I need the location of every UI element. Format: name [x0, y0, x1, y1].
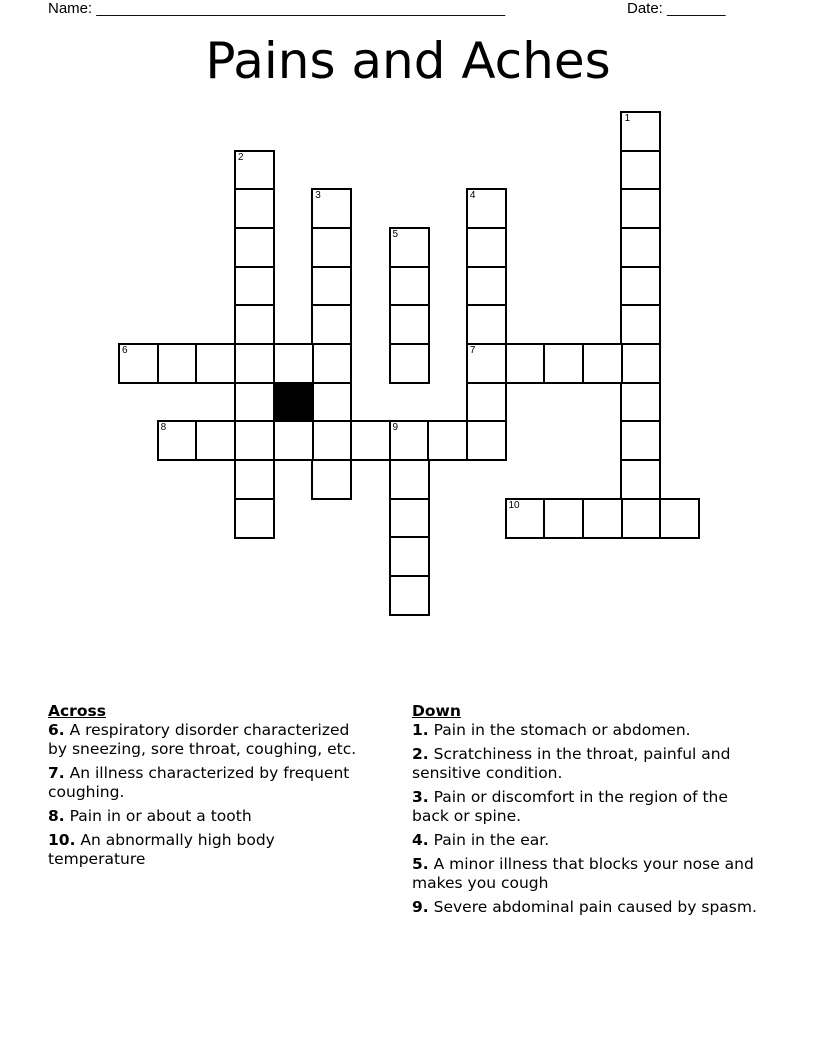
clue-num: 2.: [412, 745, 429, 763]
grid-cell[interactable]: [234, 266, 275, 307]
grid-cell[interactable]: [659, 498, 700, 539]
grid-cell[interactable]: [543, 498, 584, 539]
down-clue: [412, 721, 762, 740]
clue-text: Pain in the stomach or abdomen.: [428, 721, 691, 739]
clue-number: 5: [392, 228, 399, 240]
grid-cell[interactable]: [505, 498, 546, 539]
name-field-label: Name: _________________________________________________: [48, 0, 506, 17]
grid-cell[interactable]: [389, 459, 430, 500]
down-list: [412, 721, 762, 917]
grid-cell[interactable]: [466, 227, 507, 268]
grid-cell[interactable]: [466, 304, 507, 345]
clue-num: 10.: [48, 831, 76, 849]
grid-cell[interactable]: [195, 343, 236, 384]
clue-number: 8: [160, 422, 167, 434]
clue-text: An abnormally high body temperature: [48, 831, 275, 868]
down-heading: Down: [412, 702, 461, 720]
clue-text: A minor illness that blocks your nose and makes you cough: [412, 855, 754, 892]
grid-cell[interactable]: [466, 420, 507, 461]
clue-num: 1.: [412, 721, 429, 739]
date-field-label: Date: _______: [627, 0, 726, 17]
clue-number: 10: [508, 499, 520, 511]
grid-cell[interactable]: [273, 343, 314, 384]
grid-cell[interactable]: [234, 304, 275, 345]
grid-cell[interactable]: [311, 420, 352, 461]
grid-cell[interactable]: [389, 227, 430, 268]
grid-cell[interactable]: [234, 498, 275, 539]
grid-cell[interactable]: [118, 343, 159, 384]
grid-cell[interactable]: [620, 459, 661, 500]
across-clue: [48, 831, 368, 869]
grid-cell[interactable]: [543, 343, 584, 384]
grid-cell[interactable]: [466, 343, 507, 384]
grid-cell[interactable]: [234, 420, 275, 461]
down-clue: [412, 788, 762, 826]
clue-num: 8.: [48, 807, 65, 825]
down-clues: [412, 702, 762, 922]
grid-cell[interactable]: [620, 188, 661, 229]
grid-cell[interactable]: [157, 343, 198, 384]
clue-text: Pain or discomfort in the region of the back or spine.: [412, 788, 728, 825]
clue-num: 3.: [412, 788, 429, 806]
clue-number: 3: [315, 190, 321, 202]
clue-number: 2: [237, 151, 244, 163]
grid-cell[interactable]: [350, 420, 391, 461]
grid-cell[interactable]: [620, 227, 661, 268]
grid-cell[interactable]: [311, 188, 352, 229]
grid-cell[interactable]: [157, 420, 198, 461]
grid-cell[interactable]: [389, 536, 430, 577]
clue-text: Scratchiness in the throat, painful and sensitive condition.: [412, 745, 731, 782]
grid-cell[interactable]: [234, 343, 275, 384]
across-heading: Across: [48, 702, 106, 720]
clue-num: 9.: [412, 898, 429, 916]
grid-cell[interactable]: [620, 111, 661, 152]
grid-cell[interactable]: [389, 266, 430, 307]
grid-cell[interactable]: [389, 304, 430, 345]
grid-cell[interactable]: [389, 343, 430, 384]
clue-text: Pain in or about a tooth: [64, 807, 252, 825]
page-title: Pains and Aches: [205, 32, 611, 90]
grid-cell[interactable]: [311, 382, 352, 423]
grid-cell[interactable]: [582, 343, 623, 384]
clue-text: Pain in the ear.: [428, 831, 550, 849]
grid-cell[interactable]: [620, 498, 661, 539]
grid-cell[interactable]: [389, 498, 430, 539]
grid-cell[interactable]: [466, 266, 507, 307]
grid-cell[interactable]: [466, 188, 507, 229]
clue-text: An illness characterized by frequent coughing.: [48, 764, 350, 801]
grid-cell[interactable]: [620, 266, 661, 307]
grid-cell[interactable]: [234, 188, 275, 229]
clue-number: 7: [469, 344, 476, 356]
grid-cell[interactable]: [620, 150, 661, 191]
grid-cell[interactable]: [234, 382, 275, 423]
grid-cell[interactable]: [427, 420, 468, 461]
clue-number: 6: [122, 344, 128, 356]
down-clue: [412, 855, 762, 893]
grid-cell[interactable]: [234, 459, 275, 500]
clue-text: Severe abdominal pain caused by spasm.: [428, 898, 757, 916]
grid-cell[interactable]: [311, 459, 352, 500]
grid-cell[interactable]: [311, 343, 352, 384]
grid-cell[interactable]: [234, 150, 275, 191]
black-cell: [273, 382, 314, 423]
grid-cell[interactable]: [273, 420, 314, 461]
grid-cell[interactable]: [311, 266, 352, 307]
grid-cell[interactable]: [311, 304, 352, 345]
grid-cell[interactable]: [620, 420, 661, 461]
grid-cell[interactable]: [620, 382, 661, 423]
clue-num: 4.: [412, 831, 429, 849]
clue-number: 4: [469, 190, 476, 202]
down-clue: [412, 898, 762, 917]
across-clue: [48, 764, 368, 802]
clue-number: 9: [392, 422, 399, 434]
down-clue: [412, 831, 762, 850]
clue-text: A respiratory disorder characterized by sneezing, sore throat, coughing, etc.: [48, 721, 357, 758]
across-clue: [48, 721, 368, 759]
grid-cell[interactable]: [234, 227, 275, 268]
clue-num: 7.: [48, 764, 65, 782]
grid-cell[interactable]: [195, 420, 236, 461]
grid-cell[interactable]: [620, 304, 661, 345]
clue-number: 1: [624, 113, 630, 124]
grid-cell[interactable]: [505, 343, 546, 384]
down-clue: [412, 745, 762, 783]
grid-cell[interactable]: [311, 227, 352, 268]
grid-cell[interactable]: [620, 343, 661, 384]
grid-cell[interactable]: [389, 420, 430, 461]
clue-num: 6.: [48, 721, 65, 739]
across-list: [48, 721, 368, 869]
grid-cell[interactable]: [389, 575, 430, 616]
grid-cell[interactable]: [582, 498, 623, 539]
across-clues: [48, 702, 368, 874]
clue-num: 5.: [412, 855, 429, 873]
grid-cell[interactable]: [466, 382, 507, 423]
across-clue: [48, 807, 368, 826]
